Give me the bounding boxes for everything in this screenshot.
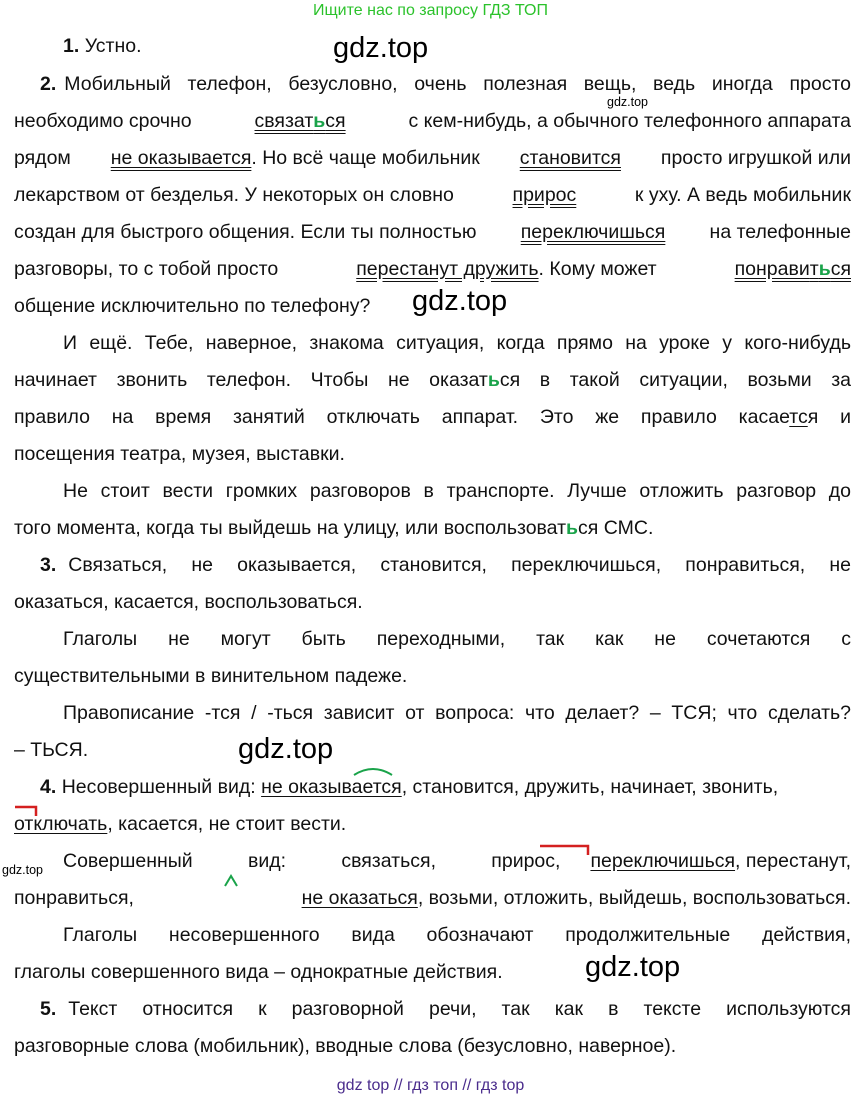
verb-underlined: прирос — [512, 184, 577, 206]
text: Не стоит вести громких разговоров в транспорте. Лучше отложить разговор до — [63, 480, 851, 502]
watermark: gdz.top — [238, 733, 334, 765]
text: Текст относится к разговорной речи, так как в тексте используются — [68, 998, 851, 1020]
watermark: gdz.top — [412, 285, 508, 317]
suffix-arc-mark — [352, 763, 394, 777]
text: глаголы совершенного вида – однократные действия. — [14, 961, 503, 983]
task2-p3-line-2 — [14, 516, 851, 540]
verb-underlined: связаться — [254, 110, 346, 132]
task-number: 1. — [63, 35, 80, 57]
text: просто игрушкой или — [660, 147, 851, 169]
text: того момента, когда ты выйдешь на улицу, или воспользоваться СМС. — [14, 517, 654, 539]
task4-p3-line-2 — [14, 960, 851, 984]
text: , касается, не стоит вести. — [107, 813, 347, 835]
task-number: 2. — [40, 73, 57, 95]
footer-links[interactable]: gdz top // гдз топ // гдз top — [336, 1077, 525, 1094]
task2-line-6: разговоры, то с тобой просто перестанут дружить. Кому может понравиться — [14, 258, 851, 280]
verb-underlined: переключишься — [520, 221, 666, 243]
verb-underlined: не оказывается — [110, 147, 252, 169]
text: разговорные слова (мобильник), вводные слова (безусловно, наверное). — [14, 1035, 677, 1057]
text: Глаголы несовершенного вида обозначают продолжительные действия, — [63, 924, 851, 946]
text: оказаться, касается, воспользоваться. — [14, 591, 363, 613]
task3-line-2 — [14, 590, 851, 614]
text: к уху. А ведь мобильник — [634, 184, 851, 206]
text: понравиться, — [14, 887, 134, 909]
verb-underlined: понравиться — [734, 258, 851, 280]
suffix-bracket-mark — [539, 842, 591, 856]
text: создан для быстрого общения. Если ты полностью — [14, 221, 477, 243]
task5-line-1 — [40, 997, 851, 1021]
task-number: 3. — [40, 554, 57, 576]
watermark: gdz.top — [585, 951, 681, 983]
watermark-small: gdz.top — [2, 863, 44, 877]
watermark: gdz.top — [333, 32, 429, 64]
task3-p2-line-1 — [63, 627, 851, 651]
task5-line-2 — [14, 1034, 851, 1058]
text: Совершенный вид: связаться, прирос, — [63, 850, 561, 872]
task4-p2-line-2 — [14, 886, 851, 910]
text: Правописание -тся / -ться зависит от вопроса: что делает? – ТСЯ; что сделать? — [63, 702, 851, 724]
text: Несовершенный вид: — [61, 776, 256, 798]
text: правило на время занятий отключать аппарат. Это же правило касается и — [14, 406, 851, 428]
text: рядом — [14, 147, 71, 169]
text: И ещё. Тебе, наверное, знакома ситуация, когда прямо на уроке у кого-нибудь — [63, 332, 851, 354]
text: с кем-нибудь, а обычного телефонного аппарата — [408, 110, 851, 132]
task3-p3-line-2 — [14, 738, 851, 762]
task3-p2-line-2 — [14, 664, 851, 688]
task3-line-1 — [40, 553, 851, 577]
task-number: 4. — [40, 776, 57, 798]
text: лекарством от безделья. У некоторых он словно — [14, 184, 454, 206]
task2-p2-line-1 — [63, 331, 851, 355]
task4-p2-line-1 — [63, 849, 851, 873]
text: начинает звонить телефон. Чтобы не оказаться в такой ситуации, возьми за — [14, 369, 852, 391]
task2-line-5 — [14, 220, 851, 244]
task4-line-2 — [14, 812, 851, 836]
task2-p3-line-1 — [63, 479, 851, 503]
task2-line-3: рядом не оказывается. Но всё чаще мобильник становится просто игрушкой или — [14, 147, 851, 169]
task1-line — [63, 34, 851, 58]
task2-p2-line-4 — [14, 442, 851, 466]
text: Глаголы не могут быть переходными, так как не сочетаются с — [63, 628, 851, 650]
verb-underlined: не оказаться — [301, 887, 418, 909]
text: разговоры, то с тобой просто — [14, 258, 279, 280]
verb-underlined: перестанут дружить — [356, 258, 539, 280]
task4-p3-line-1 — [63, 923, 851, 947]
text: посещения театра, музея, выставки. — [14, 443, 345, 465]
task-number: 5. — [40, 998, 57, 1020]
task4-line-1 — [40, 775, 851, 799]
task2-line-2 — [14, 109, 851, 133]
verb-underlined: отключать — [14, 813, 108, 835]
text: Связаться, не оказывается, становится, переключишься, понравиться, не — [68, 554, 851, 576]
suffix-bracket-mark — [14, 803, 38, 817]
watermark-small: gdz.top — [607, 95, 649, 109]
task2-p2-line-2 — [14, 368, 851, 392]
suffix-caret-mark — [223, 874, 239, 888]
text: , возьми, отложить, выйдешь, воспользоваться. — [417, 887, 851, 909]
text: , становится, дружить, начинает, звонить, — [401, 776, 779, 798]
verb-underlined: переключишься — [590, 850, 736, 872]
task3-p3-line-1 — [63, 701, 851, 725]
task2-line-4 — [14, 183, 851, 207]
text: на телефонные — [709, 221, 851, 243]
text: , перестанут, — [735, 850, 851, 872]
verb-underlined: не оказывается — [261, 776, 402, 798]
task2-p2-line-3 — [14, 405, 851, 429]
task2-line-1 — [40, 72, 851, 96]
text: Устно. — [84, 35, 142, 57]
text: общение исключительно по телефону? — [14, 295, 371, 317]
text: Мобильный телефон, безусловно, очень полезная вещь, ведь иногда просто — [64, 73, 851, 95]
text: необходимо срочно — [14, 110, 192, 132]
text: существительными в винительном падеже. — [14, 665, 408, 687]
text: – ТЬСЯ. — [14, 739, 89, 761]
verb-underlined: становится — [519, 147, 621, 169]
header-search-link[interactable]: Ищите нас по запросу ГДЗ ТОП — [313, 2, 548, 19]
